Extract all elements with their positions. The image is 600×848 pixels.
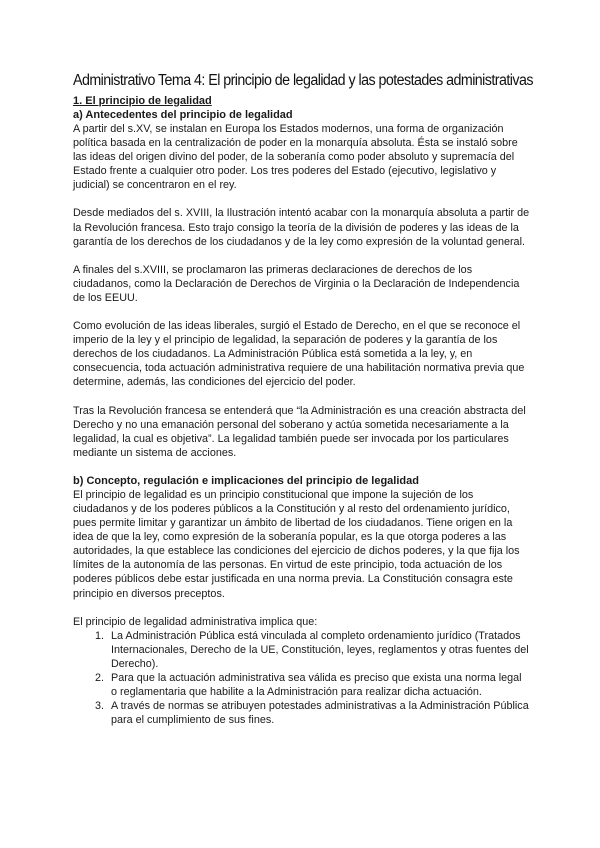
subsection-a-heading: a) Antecedentes del principio de legalidad <box>73 109 293 121</box>
list-item: 1. La Administración Pública está vinculada al completo ordenamiento jurídico (Tratados Internacionales, Derecho de la UE, Constitución, leyes, reglamentos y otras fuentes del Derecho). <box>107 629 530 671</box>
implications-list <box>73 629 530 728</box>
list-item: 2. Para que la actuación administrativa sea válida es preciso que exista una norma legal o reglamentaria que habilite a la Administración para realizar dicha actuación. <box>107 671 530 699</box>
paragraph: A finales del s.XVIII, se proclamaron las primeras declaraciones de derechos de los ciudadanos, como la Declaración de Derechos de Virginia o la Declaración de Independencia de los EEUU. <box>73 263 520 304</box>
section-heading: 1. El principio de legalidad <box>73 95 212 107</box>
paragraph: Como evolución de las ideas liberales, surgió el Estado de Derecho, en el que se reconoce el imperio de la ley y el principio de legalidad, la separación de poderes y la garantía de los derechos de los ciudadanos. La Administración Pública está sometida a la ley, y, en consecuencia, toda actuación administrativa requiere de una habilitación normativa previa que determine, además, las condiciones del ejercicio del poder. <box>73 320 525 389</box>
paragraph: A partir del s.XV, se instalan en Europa los Estados modernos, una forma de organización política basada en la centralización de poder en la monarquía absoluta. Ésta se instaló sobre las ideas del origen divino del poder, de la soberanía como poder absoluto y supremacía del Estado frente a cualquier otro poder. Los tres poderes del Estado (ejecutivo, legislativo y judicial) se concentraron en el rey. <box>73 123 518 192</box>
paragraph: Desde mediados del s. XVIII, la Ilustración intentó acabar con la monarquía absoluta a partir de la Revolución francesa. Esto trajo consigo la teoría de la división de poderes y las ideas de la garantía de los derechos de los ciudadanos y de la ley como expresión de la voluntad general. <box>73 207 530 248</box>
document-title: Administrativo Tema 4: El principio de legalidad y las potestades administrativas <box>73 72 533 89</box>
subsection-b-heading: b) Concepto, regulación e implicaciones del principio de legalidad <box>73 474 419 487</box>
list-item: 3. A través de normas se atribuyen potestades administrativas a la Administración Pública para el cumplimiento de sus fines. <box>107 699 530 727</box>
paragraph: Tras la Revolución francesa se entenderá que “la Administración es una creación abstracta del Derecho y no una emanación personal del soberano y actúa sometida necesariamente a la legalidad, la cual es objetiva”. La legalidad también puede ser invocada por los particulares mediante un sistema de acciones. <box>73 404 526 459</box>
list-intro: El principio de legalidad administrativa implica que: <box>73 615 318 628</box>
paragraph: El principio de legalidad es un principio constitucional que impone la sujeción de los ciudadanos y de los poderes públicos a la Constitución y al resto del ordenamiento jurídico, pues permite limitar y garantizar un ámbito de libertad de los ciudadanos. Tiene origen en la idea de que la ley, como expresión de la soberanía popular, es la que otorga poderes a las autoridades, la que establece las condiciones del ejercicio de dichos poderes, y la que fija los límites de la autonomía de las personas. En virtud de este principio, toda actuación de los poderes públicos debe estar justificada en una norma previa. La Constitución consagra este principio en diversos preceptos. <box>73 488 520 600</box>
